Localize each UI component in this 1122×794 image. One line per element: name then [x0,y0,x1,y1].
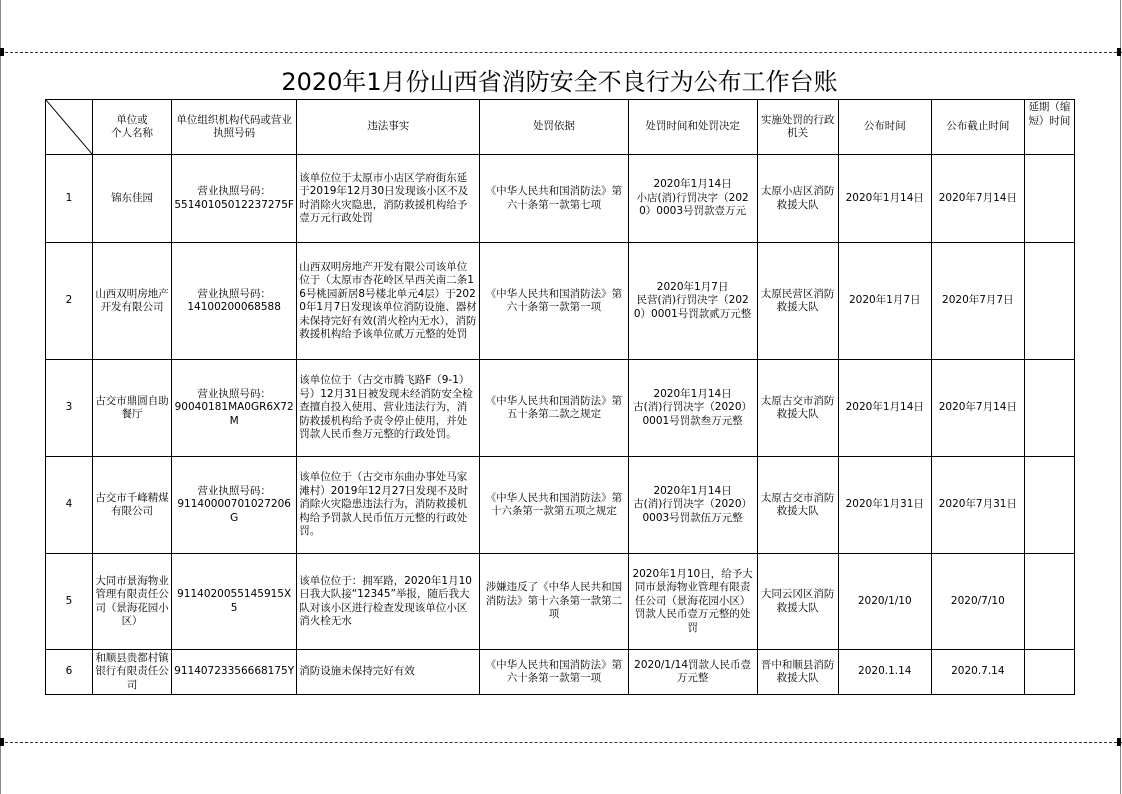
publish-date: 2020年1月7日 [838,243,931,360]
table-row [46,155,1075,243]
row-number: 2 [46,243,93,360]
license-code: 91140723356668175Y [172,650,297,695]
violation-facts: 山西双明房地产开发有限公司该单位位于（太原市杏花岭区旱西关南二条16号桃园新居8号楼北单元4层）于2020年1月7日发现该单位消防设施、器材未保持完好有效(消火栓内无水），消防救援机构给予该单位贰万元整的处罚 [297,243,480,360]
extension-time [1024,554,1074,650]
row-number: 5 [46,554,93,650]
penalty-basis: 《中华人民共和国消防法》第六十条第一款第一项 [480,243,628,360]
row-number: 1 [46,155,93,243]
license-code: 营业执照号码： 90040181MA0GR6X72M [172,360,297,457]
header-extend: 延期（缩短）时间 [1024,100,1074,155]
penalty-decision: 2020年1月14日 古(消)行罚决字（2020）0001号罚款叁万元整 [628,360,757,457]
penalty-basis: 《中华人民共和国消防法》第五十条第二款之规定 [480,360,628,457]
table-row [46,360,1075,457]
penalty-decision: 2020年1月14日 古(消)行罚决字（2020）0003号罚款伍万元整 [628,457,757,554]
row-number: 6 [46,650,93,695]
row-number: 4 [46,457,93,554]
unit-name: 大同市景海物业管理有限责任公司（景海花园小区） [93,554,172,650]
license-code: 9114020055145915X5 [172,554,297,650]
publish-end-date: 2020年7月7日 [931,243,1024,360]
publish-date: 2020.1.14 [838,650,931,695]
extension-time [1024,360,1074,457]
page-edge-right [1120,0,1121,794]
header-code: 单位组织机构代码或营业执照号码 [172,100,297,155]
header-agency: 实施处罚的行政机关 [757,100,838,155]
publish-date: 2020年1月14日 [838,360,931,457]
publish-date: 2020年1月31日 [838,457,931,554]
enforcing-agency: 太原民营区消防救援大队 [757,243,838,360]
publish-end-date: 2020/7/10 [931,554,1024,650]
penalty-basis: 涉嫌违反了《中华人民共和国消防法》第十六条第一款第二项 [480,554,628,650]
extension-time [1024,155,1074,243]
extension-time [1024,243,1074,360]
header-decision: 处罚时间和处罚决定 [628,100,757,155]
table-row [46,457,1075,554]
marker [0,48,4,56]
header-basis: 处罚依据 [480,100,628,155]
publish-end-date: 2020年7月14日 [931,360,1024,457]
penalty-decision: 2020年1月7日 民营(消)行罚决字（2020）0001号罚款贰万元整 [628,243,757,360]
marker [0,738,4,746]
violation-facts: 该单位位于太原市小店区学府街东延于2019年12月30日发现该小区不及时消除火灾隐患，消防救援机构给予壹万元行政处罚 [297,155,480,243]
violation-facts: 消防设施未保持完好有效 [297,650,480,695]
table-row [46,650,1075,695]
violation-facts: 该单位位于（古交市东曲办事处马家滩村）2019年12月27日发现不及时消除火灾隐患违法行为，消防救援机构给予罚款人民币伍万元整的行政处罚。 [297,457,480,554]
publish-end-date: 2020.7.14 [931,650,1024,695]
corner-diagonal-cell [46,100,93,155]
license-code: 营业执照号码： 55140105012237275F [172,155,297,243]
unit-name: 古交市千峰精煤有限公司 [93,457,172,554]
unit-name: 山西双明房地产开发有限公司 [93,243,172,360]
violation-facts: 该单位位于（古交市腾飞路F（9-1）号）12月31日被发现未经消防安全检查擅自投入使用、营业违法行为，消防救援机构给予责令停止使用，并处罚款人民币叁万元整的行政处罚。 [297,360,480,457]
penalty-basis: 《中华人民共和国消防法》第六十条第一款第一项 [480,650,628,695]
marker [1117,48,1121,56]
violation-facts: 该单位位于：拥军路，2020年1月10日我大队接“12345”举报，随后我大队对该小区进行检查发现该单位小区消火栓无水 [297,554,480,650]
enforcing-agency: 大同云冈区消防救援大队 [757,554,838,650]
header-unit: 单位或 个人名称 [93,100,172,155]
publish-end-date: 2020年7月31日 [931,457,1024,554]
license-code: 营业执照号码： 14100200068588 [172,243,297,360]
unit-name: 古交市鼎圆自助餐厅 [93,360,172,457]
header-row [46,100,1075,155]
penalty-basis: 《中华人民共和国消防法》第十六条第一款第五项之规定 [480,457,628,554]
header-pub-end: 公布截止时间 [931,100,1024,155]
extension-time [1024,457,1074,554]
page-edge-left [0,0,1,794]
enforcing-agency: 太原古交市消防救援大队 [757,457,838,554]
header-pub-time: 公布时间 [838,100,931,155]
publish-date: 2020年1月14日 [838,155,931,243]
row-number: 3 [46,360,93,457]
page-break-bottom [0,742,1122,743]
penalty-basis: 《中华人民共和国消防法》第六十条第一款第七项 [480,155,628,243]
marker [1117,738,1121,746]
penalty-decision: 2020/1/14罚款人民币壹万元整 [628,650,757,695]
publish-end-date: 2020年7月14日 [931,155,1024,243]
license-code: 营业执照号码： 91140000701027206G [172,457,297,554]
penalty-decision: 2020年1月10日，给予大同市景海物业管理有限责任公司（景海花园小区）罚款人民币壹万元整的处罚 [628,554,757,650]
ledger-table [45,99,1075,695]
page-break-top [0,52,1122,53]
page-title: 2020年1月份山西省消防安全不良行为公布工作台账 [281,68,838,96]
unit-name: 锦东佳园 [93,155,172,243]
unit-name: 和顺县贵都村镇银行有限责任公司 [93,650,172,695]
table-row [46,243,1075,360]
penalty-decision: 2020年1月14日 小店(消)行罚决字（2020）0003号罚款壹万元 [628,155,757,243]
enforcing-agency: 太原古交市消防救援大队 [757,360,838,457]
publish-date: 2020/1/10 [838,554,931,650]
header-violation: 违法事实 [297,100,480,155]
extension-time [1024,650,1074,695]
enforcing-agency: 太原小店区消防救援大队 [757,155,838,243]
table-row [46,554,1075,650]
enforcing-agency: 晋中和顺县消防救援大队 [757,650,838,695]
